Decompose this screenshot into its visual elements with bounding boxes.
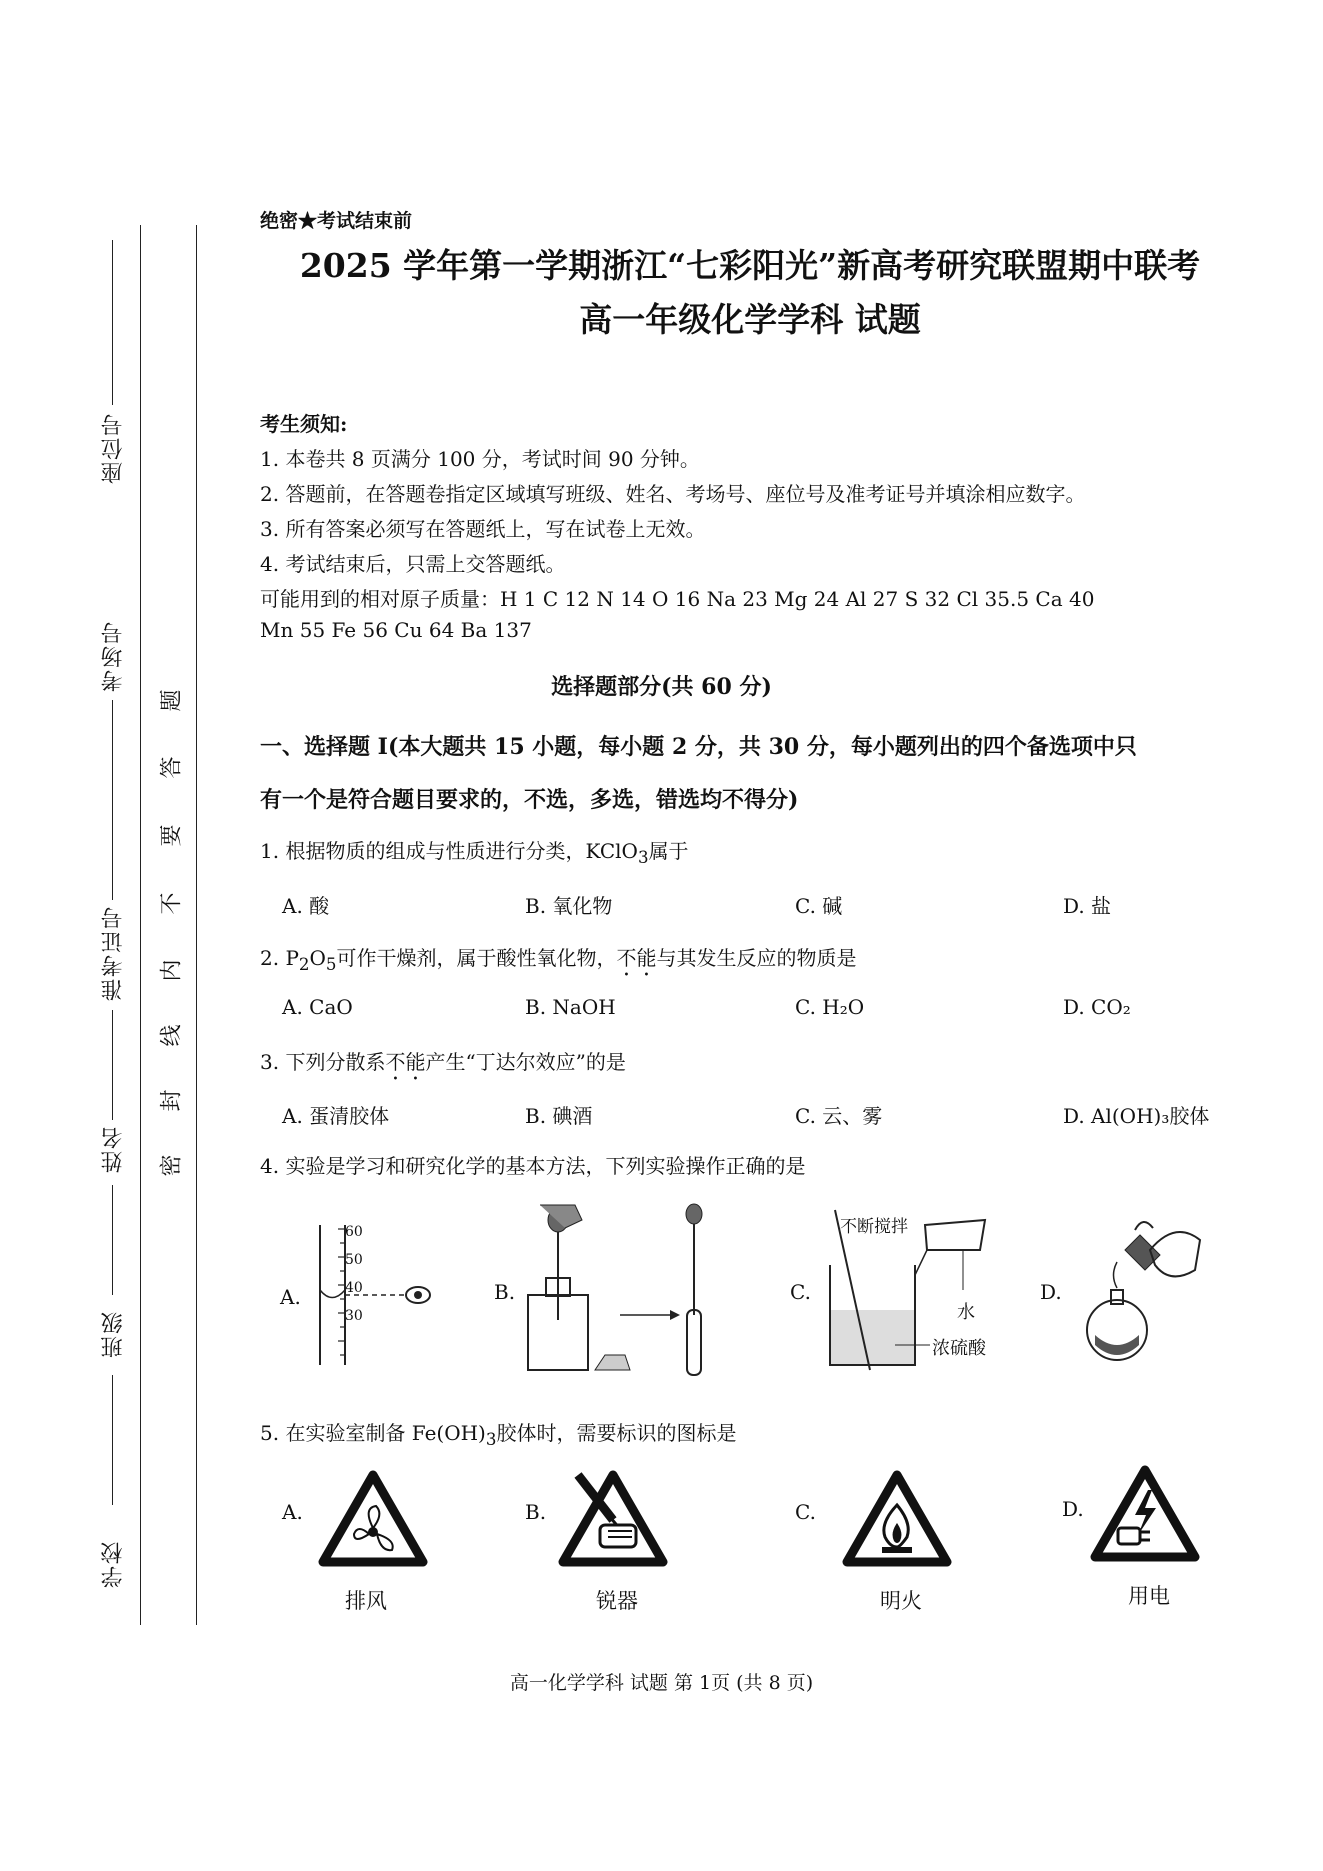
- ticket-underline: [112, 1010, 113, 1120]
- stem-text: O: [309, 946, 326, 970]
- seat-label: 座位号: [101, 412, 126, 484]
- q3-option-a: A. 蛋清胶体: [282, 1104, 390, 1128]
- seal-char: 不: [159, 892, 185, 915]
- open-flame-sign: [842, 1465, 952, 1570]
- cylinder-tick-label: 60: [345, 1224, 363, 1240]
- flame-icon: [1135, 1222, 1153, 1230]
- caption-c: 明火: [880, 1589, 922, 1613]
- section-heading: 一、选择题 I(本大题共 15 小题，每小题 2 分，共 30 分，每小题列出的四个备选项中只: [260, 734, 1137, 760]
- notice-item: 1. 本卷共 8 页满分 100 分，考试时间 90 分钟。: [260, 447, 700, 471]
- q3-option-b: B. 碘酒: [525, 1104, 593, 1128]
- q3-option-d: D. Al(OH)₃胶体: [1063, 1104, 1210, 1128]
- hand-icon: [600, 1525, 636, 1547]
- section-heading: 有一个是符合题目要求的，不选，多选，错选均不得分): [260, 787, 799, 813]
- ticket-label: 准考证号: [101, 905, 126, 1001]
- seal-char: 要: [159, 824, 185, 847]
- flame-icon: [882, 1505, 912, 1553]
- stem-text: 胶体时，需要标识的图标是: [496, 1421, 737, 1445]
- q4-label-d: D.: [1040, 1280, 1062, 1304]
- q5-label-d: D.: [1062, 1497, 1084, 1521]
- cylinder-tick-label: 50: [345, 1252, 363, 1268]
- stem-text: 2. P: [260, 946, 299, 970]
- question-2-stem: [260, 942, 857, 981]
- exam-room-underline: [112, 700, 113, 900]
- stem-text: 与其发生反应的物质是: [656, 946, 857, 970]
- q2-option-d: D. CO₂: [1063, 995, 1131, 1019]
- exam-title: 2025 学年第一学期浙江“七彩阳光”新高考研究联盟期中联考: [299, 246, 1201, 285]
- margin-rule-right: [196, 225, 197, 1625]
- exam-room-label: 考场号: [101, 620, 126, 692]
- part-title: 选择题部分(共 60 分): [551, 674, 772, 700]
- subscript: 5: [325, 955, 337, 974]
- confidential-mark: 绝密★考试结束前: [260, 210, 413, 232]
- emphasized-text: 不能: [385, 1050, 426, 1074]
- class-label: 班级: [101, 1310, 126, 1358]
- atomic-mass-line: 可能用到的相对原子质量：H 1 C 12 N 14 O 16 Na 23 Mg 24 Al 27 S 32 Cl 35.5 Ca 40: [260, 587, 1095, 611]
- alcohol-lamp-figure: [1065, 1210, 1215, 1370]
- plug-icon: [1118, 1528, 1150, 1544]
- q2-option-a: A. CaO: [282, 995, 353, 1019]
- question-4-stem: 4. 实验是学习和研究化学的基本方法，下列实验操作正确的是: [260, 1154, 806, 1178]
- q1-option-a: A. 酸: [282, 894, 330, 918]
- cylinder-tick-label: 40: [345, 1280, 363, 1296]
- question-3-stem: [260, 1046, 626, 1085]
- margin-rule-left: [140, 225, 141, 1625]
- q2-option-b: B. NaOH: [525, 995, 616, 1019]
- seal-char: 密: [159, 1154, 185, 1177]
- notice-item: 3. 所有答案必须写在答题纸上，写在试卷上无效。: [260, 517, 706, 541]
- stem-text: 属于: [648, 839, 689, 863]
- subscript: 3: [485, 1430, 497, 1449]
- cylinder-tick-label: 30: [345, 1308, 363, 1324]
- q1-option-d: D. 盐: [1063, 894, 1112, 918]
- question-1-stem: [260, 835, 689, 867]
- page-footer: 高一化学学科 试题 第 1页 (共 8 页): [509, 1672, 814, 1694]
- subscript: 2: [298, 955, 310, 974]
- c-acid-label: 浓硫酸: [932, 1338, 986, 1359]
- emphasized-text: 不能: [616, 946, 657, 970]
- graduated-cylinder-figure: [310, 1215, 440, 1375]
- q5-label-c: C.: [795, 1500, 816, 1524]
- stem-text: 1. 根据物质的组成与性质进行分类，KClO: [260, 839, 638, 863]
- q1-option-c: C. 碱: [795, 894, 843, 918]
- seat-underline: [112, 240, 113, 405]
- q3-option-c: C. 云、雾: [795, 1104, 883, 1128]
- q5-label-a: A.: [282, 1500, 303, 1524]
- stem-text: 产生“丁达尔效应”的是: [425, 1050, 626, 1074]
- class-underline: [112, 1375, 113, 1505]
- ventilation-sign: [318, 1470, 428, 1570]
- exam-subtitle: 高一年级化学学科 试题: [579, 300, 921, 339]
- stem-text: 5. 在实验室制备 Fe(OH): [260, 1421, 486, 1445]
- seal-char: 封: [159, 1089, 185, 1112]
- c-water-label: 水: [957, 1302, 975, 1323]
- q4-label-c: C.: [790, 1280, 811, 1304]
- q4-label-a: A.: [280, 1285, 301, 1309]
- notice-item: 4. 考试结束后，只需上交答题纸。: [260, 552, 566, 576]
- name-underline: [112, 1185, 113, 1295]
- caption-b: 锐器: [596, 1589, 638, 1613]
- seal-char: 线: [159, 1024, 185, 1047]
- question-5-stem: [260, 1417, 736, 1449]
- school-label: 学校: [101, 1540, 126, 1588]
- q5-label-b: B.: [525, 1500, 547, 1524]
- electricity-sign: [1090, 1460, 1200, 1565]
- dropper-bottle-figure: [520, 1200, 740, 1380]
- c-stir-label: 不断搅拌: [840, 1217, 908, 1237]
- notice-item: 2. 答题前，在答题卷指定区域填写班级、姓名、考场号、座位号及准考证号并填涂相应数字。: [260, 482, 1086, 506]
- seal-char: 答: [159, 756, 185, 779]
- q4-label-b: B.: [494, 1280, 516, 1304]
- stem-text: 可作干燥剂，属于酸性氧化物，: [336, 946, 617, 970]
- q1-option-b: B. 氧化物: [525, 894, 613, 918]
- subscript: 3: [637, 848, 649, 867]
- atomic-mass-line: Mn 55 Fe 56 Cu 64 Ba 137: [260, 618, 532, 642]
- caption-a: 排风: [345, 1589, 387, 1613]
- cylinder-scale: [345, 1218, 363, 1330]
- q2-option-c: C. H₂O: [795, 995, 865, 1019]
- name-label: 姓名: [101, 1125, 126, 1173]
- stem-text: 3. 下列分散系: [260, 1050, 386, 1074]
- notice-heading: 考生须知:: [260, 412, 348, 436]
- seal-char: 题: [159, 689, 185, 712]
- seal-char: 内: [159, 959, 185, 982]
- caption-d: 用电: [1128, 1584, 1170, 1608]
- fan-icon: [354, 1506, 393, 1550]
- sharp-objects-sign: [558, 1465, 668, 1570]
